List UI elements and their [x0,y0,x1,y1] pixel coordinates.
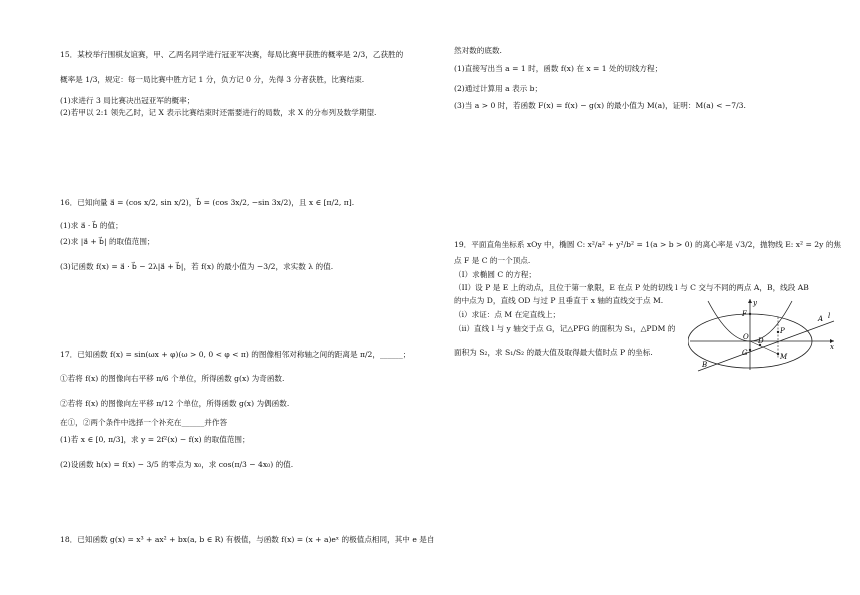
y-axis-arrow [748,299,752,303]
tangent-line-l [698,321,834,371]
ellipse-parabola-diagram [688,297,838,372]
q18-part2: (2)通过计算用 a 表示 b； [454,84,543,93]
q17-part2: (2)设函数 h(x) = f(x) − 3/5 的零点为 x₀，求 cos(π/3 − 4x₀) 的值. [60,460,294,469]
label-p: P [780,327,785,335]
q15-line2: 概率是 1/3，规定：每一局比赛中胜方记 1 分，负方记 0 分，先得 3 分者获胜，比赛结束. [60,75,365,84]
point-m [777,353,779,355]
q19-subpart2-line1: （ii）直线 l 与 y 轴交于点 G，记△PFG 的面积为 S₁，△PDM 的 [454,324,676,333]
label-l: l [828,312,831,320]
point-f [749,313,751,315]
q19-part2-line1: （II）设 P 是 E 上的动点，且位于第一象限，E 在点 P 处的切线 l 与 C 交与不同的两点 A，B，线段 AB [454,283,809,292]
point-p [777,331,779,333]
q17-option1: ①若将 f(x) 的图像向右平移 π/6 个单位，所得函数 g(x) 为奇函数. [60,374,285,383]
q17-line1: 17．已知函数 f(x) = sin(ωx + φ)(ω > 0, 0 < φ < π) 的图像相邻对称轴之间的距离是 π/2，______； [60,350,411,359]
q19-part1: （I）求椭圆 C 的方程； [454,270,536,279]
q16-part2: (2)求 |a⃗ + b⃗| 的取值范围； [60,237,155,246]
q17-part1: (1)若 x ∈ [0, π/3]，求 y = 2f²(x) − f(x) 的取值范围； [60,435,250,444]
q15-line1: 15．某校举行围棋友谊赛，甲、乙两名同学进行冠亚军决赛，每局比赛甲获胜的概率是 2/3，乙获胜的 [60,50,404,59]
q18-line2: 然对数的底数. [454,46,502,55]
q19-line1: 19．平面直角坐标系 xOy 中，椭圆 C: x²/a² + y²/b² = 1(a > b > 0) 的离心率是 √3/2，抛物线 E: x² = 2y 的焦 [454,240,842,249]
label-o: O [743,333,749,341]
q18-part1: (1)直接写出当 a = 1 时，函数 f(x) 在 x = 1 处的切线方程； [454,64,663,73]
label-f: F [742,310,747,318]
q15-part1: (1)求进行 3 局比赛决出冠亚军的概率； [60,96,195,105]
point-g [749,349,751,351]
label-m: M [780,353,788,361]
q18-line1: 18．已知函数 g(x) = x³ + ax² + bx(a, b ∈ R) 有极值，与函数 f(x) = (x + a)eˣ 的极值点相同，其中 e 是自 [60,535,435,544]
q15-part2: (2)若甲以 2:1 领先乙时，记 X 表示比赛结束时还需要进行的局数，求 X 的分布列及数学期望. [60,108,377,117]
q19-subpart1: （i）求证：点 M 在定直线上； [454,310,561,319]
q16-part3: (3)记函数 f(x) = a⃗ · b⃗ − 2λ|a⃗ + b⃗|，若 f(x) 的最小值为 −3/2，求实数 λ 的值. [60,262,334,271]
q19-subpart2-line2: 面积为 S₂，求 S₁/S₂ 的最大值及取得最大值时点 P 的坐标. [454,348,653,357]
label-a: A [818,315,824,323]
q16-line1: 16．已知向量 a⃗ = (cos x/2, sin x/2)，b⃗ = (cos 3x/2, −sin 3x/2)，且 x ∈ [π/2, π]. [60,198,355,207]
q19-line2: 点 F 是 C 的一个顶点. [454,256,531,265]
q18-part3: (3)当 a > 0 时，若函数 F(x) = f(x) − g(x) 的最小值为 M(a)，证明：M(a) < −7/3. [454,101,746,110]
label-y: y [753,299,757,307]
label-d: D [758,337,764,345]
label-g: G [742,349,748,357]
label-b: B [702,361,708,369]
label-x: x [830,343,834,351]
q17-option2: ②若将 f(x) 的图像向左平移 π/12 个单位，所得函数 g(x) 为偶函数. [60,399,290,408]
q16-part1: (1)求 a⃗ · b⃗ 的值； [60,221,123,230]
q19-part2-line2: 的中点为 D，直线 OD 与过 P 且垂直于 x 轴的直线交于点 M. [454,296,664,305]
q17-choose: 在①，②两个条件中选择一个补充在______并作答 [60,418,228,427]
